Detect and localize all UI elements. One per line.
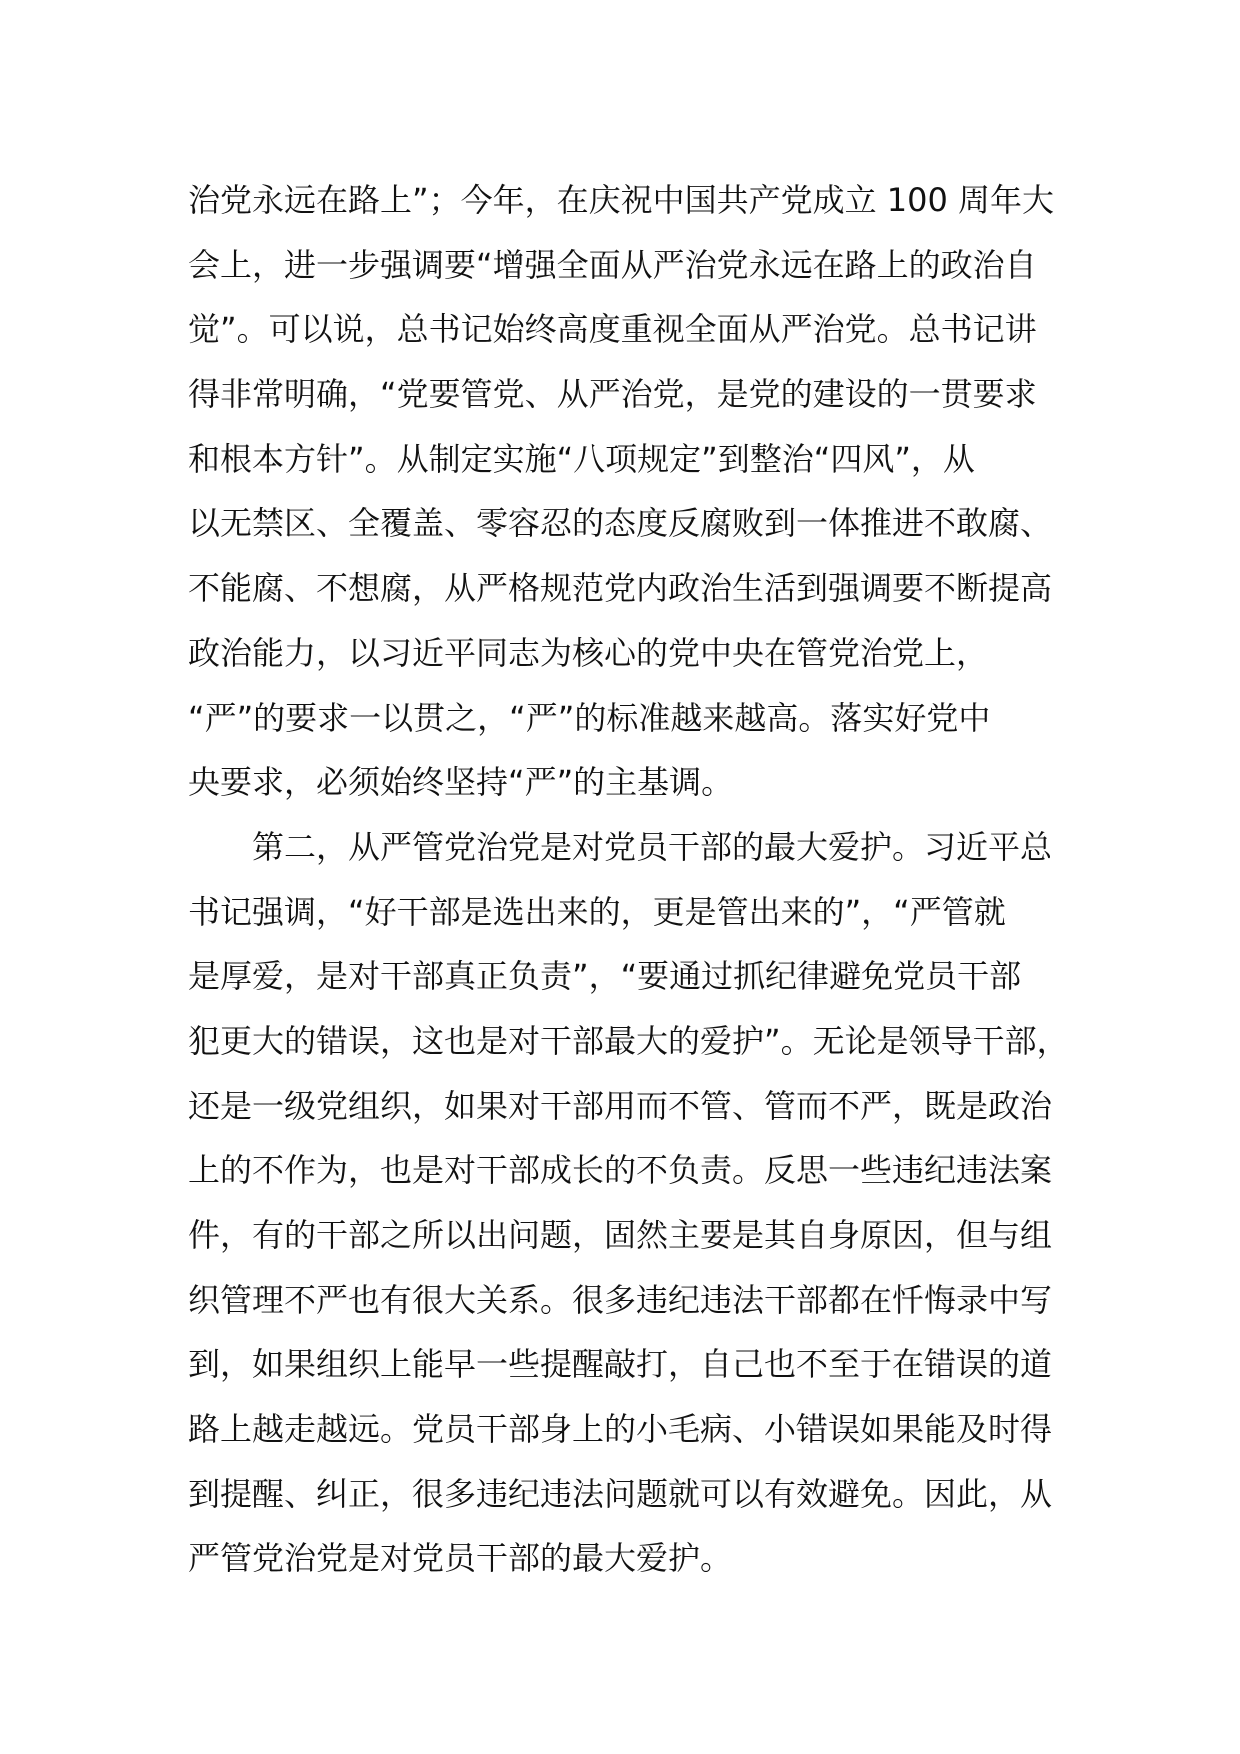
text-line: 犯更大的错误，这也是对干部最大的爱护”。无论是领导干部， <box>188 1021 1069 1060</box>
text-line: 到提醒、纠正，很多违纪违法问题就可以有效避免。因此，从 <box>188 1474 1053 1513</box>
document-body <box>188 168 1068 1591</box>
text-line: 书记强调，“好干部是选出来的，更是管出来的”，“严管就 <box>188 892 1006 931</box>
text-line: 治党永远在路上”；今年，在庆祝中国共产党成立 100 周年大 <box>188 181 1055 219</box>
text-line: 央要求，必须始终坚持“严”的主基调。 <box>188 763 734 802</box>
text-line: 得非常明确，“党要管党、从严治党，是党的建设的一贯要求 <box>188 375 1037 414</box>
text-line: 觉”。可以说，总书记始终高度重视全面从严治党。总书记讲 <box>188 310 1037 349</box>
text-line: 到，如果组织上能早一些提醒敲打，自己也不至于在错误的道 <box>188 1345 1053 1384</box>
text-line: 织管理不严也有很大关系。很多违纪违法干部都在忏悔录中写 <box>188 1280 1053 1319</box>
text-line: 件，有的干部之所以出问题，固然主要是其自身原因，但与组 <box>188 1216 1053 1254</box>
text-line: 会上，进一步强调要“增强全面从严治党永远在路上的政治自 <box>188 245 1037 284</box>
text-line: 和根本方针”。从制定实施“八项规定”到整治“四风”，从 <box>188 439 975 478</box>
text-line: 第二，从严管党治党是对党员干部的最大爱护。习近平总 <box>252 827 1053 866</box>
text-line: 严管党治党是对党员干部的最大爱护。 <box>188 1539 733 1578</box>
text-line: 是厚爱，是对干部真正负责”，“要通过抓纪律避免党员干部 <box>188 957 1022 996</box>
text-line: 政治能力，以习近平同志为核心的党中央在管党治党上， <box>188 633 989 672</box>
text-line: 不能腐、不想腐，从严格规范党内政治生活到强调要不断提高 <box>188 569 1053 608</box>
text-line: 路上越走越远。党员干部身上的小毛病、小错误如果能及时得 <box>188 1410 1053 1449</box>
text-line: 以无禁区、全覆盖、零容忍的态度反腐败到一体推进不敢腐、 <box>188 504 1053 543</box>
paragraph-1 <box>188 168 1068 815</box>
text-line: 上的不作为，也是对干部成长的不负责。反思一些违纪违法案 <box>188 1151 1053 1190</box>
paragraph-2 <box>188 815 1068 1591</box>
text-line: 还是一级党组织，如果对干部用而不管、管而不严，既是政治 <box>188 1086 1053 1125</box>
text-line: “严”的要求一以贯之，“严”的标准越来越高。落实好党中 <box>188 698 991 737</box>
